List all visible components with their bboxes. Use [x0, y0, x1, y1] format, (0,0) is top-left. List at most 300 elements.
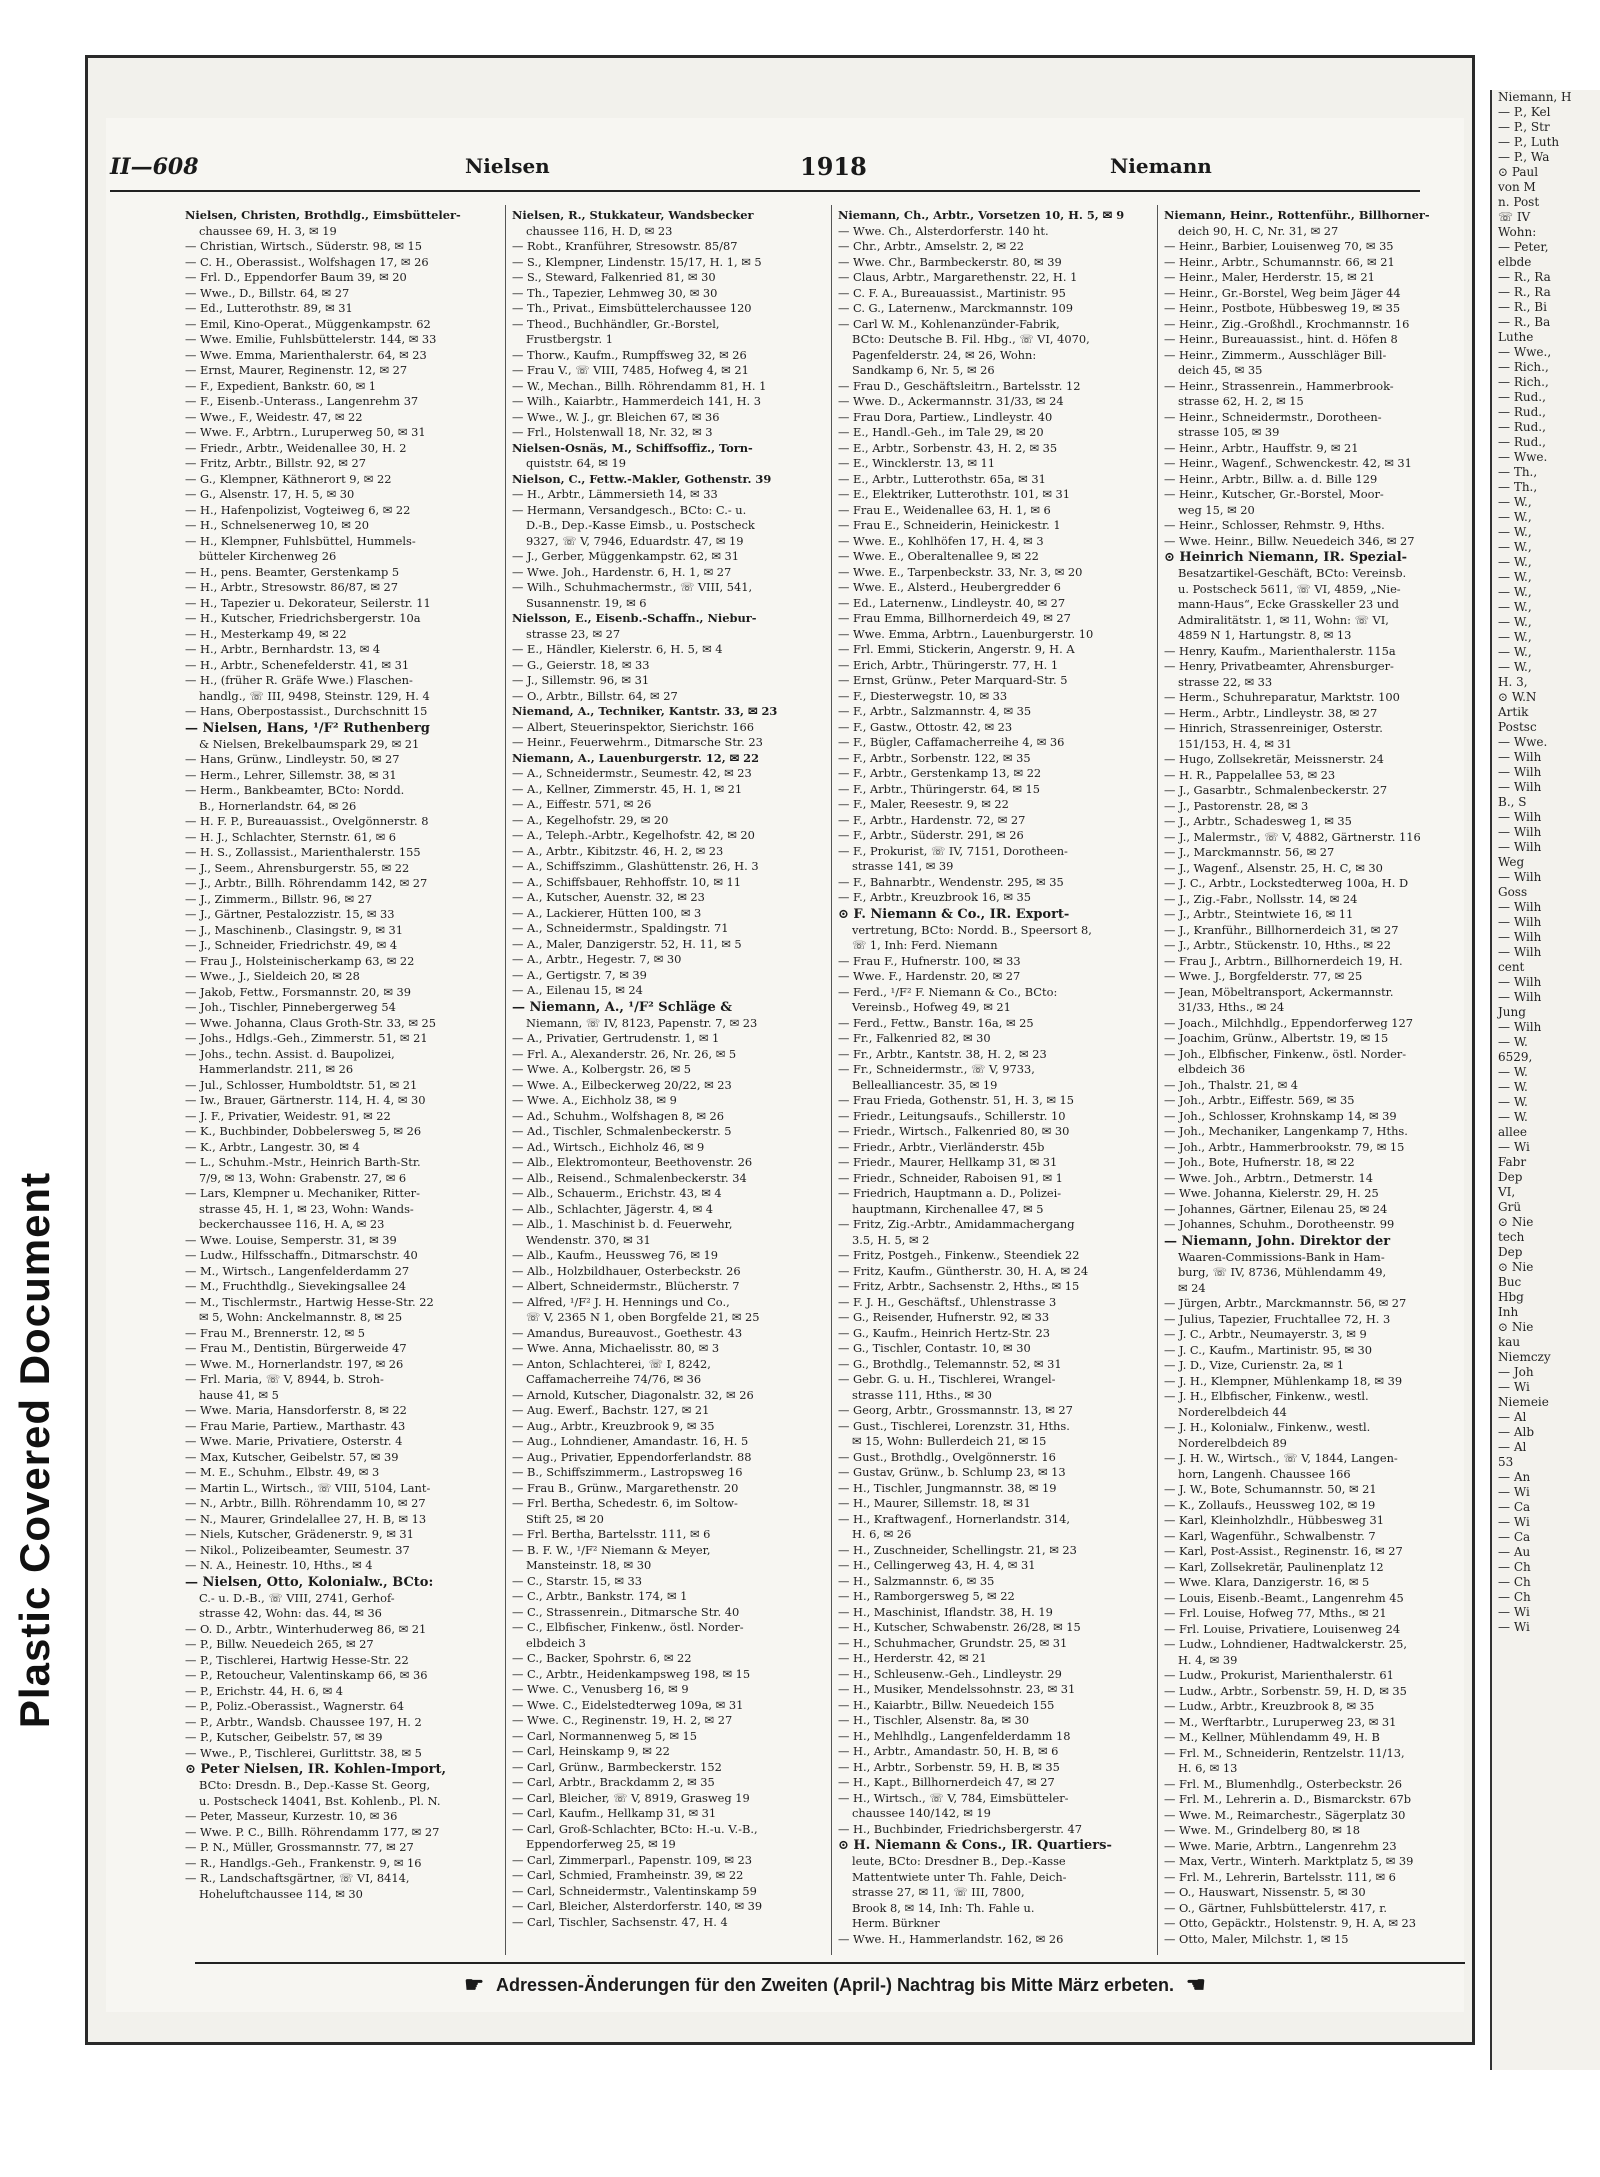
adjacent-page-entry: — R., Bi [1498, 300, 1547, 314]
directory-entry: — J., Zig.-Fabr., Nollsstr. 14, ✉ 24 [1164, 891, 1358, 906]
directory-entry: Niemann, ☏ IV, 8123, Papenstr. 7, ✉ 23 [526, 1015, 758, 1030]
directory-entry: chaussee 140/142, ✉ 19 [852, 1806, 991, 1820]
directory-entry: H. 6, ✉ 26 [852, 1527, 912, 1541]
directory-entry: — R., Landschaftsgärtner, ☏ VI, 8414, [185, 1871, 410, 1885]
directory-entry: — Wwe. Emilie, Fuhlsbüttelerstr. 144, ✉ 33 [185, 332, 437, 346]
directory-entry: — Frau Marie, Partiew., Marthastr. 43 [185, 1418, 406, 1433]
directory-entry: — Ed., Laternenw., Lindleystr. 40, ✉ 27 [838, 595, 1066, 610]
directory-entry: — Ad., Tischler, Schmalenbeckerstr. 5 [512, 1124, 732, 1138]
adjacent-page-entry: — Wwe. [1498, 450, 1548, 464]
directory-entry: — A., Teleph.-Arbtr., Kegelhofstr. 42, ✉ 20 [512, 828, 755, 842]
directory-entry: — H., Mesterkamp 49, ✉ 22 [185, 626, 347, 641]
directory-entry: — Aug., Privatier, Eppendorferlandstr. 88 [512, 1449, 752, 1464]
directory-entry: — H., Kaiarbtr., Billw. Neuedeich 155 [838, 1697, 1055, 1712]
directory-entry: — H., Tischler, Alsenstr. 8a, ✉ 30 [838, 1713, 1030, 1727]
directory-entry: — N. A., Heinestr. 10, Hths., ✉ 4 [185, 1558, 373, 1572]
adjacent-page-entry: — Ca [1498, 1530, 1531, 1544]
directory-entry: — Carl W. M., Kohlenanzünder-Fabrik, [838, 316, 1060, 331]
directory-entry: — Ernst, Maurer, Reginenstr. 12, ✉ 27 [185, 363, 408, 377]
directory-entry: — J. F., Privatier, Weidestr. 91, ✉ 22 [185, 1108, 391, 1123]
adjacent-page-entry: Hbg [1498, 1290, 1524, 1304]
adjacent-page-entry: — Rud., [1498, 420, 1546, 434]
directory-entry: — Nielsen, Otto, Kolonialw., BCto: [185, 1574, 434, 1590]
directory-entry: — Wwe., W. J., gr. Bleichen 67, ✉ 36 [512, 409, 720, 424]
directory-entry: — Wwe. Maria, Hansdorferstr. 8, ✉ 22 [185, 1403, 407, 1417]
directory-entry: Niemann, Heinr., Rottenführ., Billhorner- [1164, 208, 1430, 222]
adjacent-page-entry: — W., [1498, 570, 1532, 584]
directory-entry: — Joh., Schlosser, Krohnskamp 14, ✉ 39 [1164, 1108, 1397, 1123]
directory-entry: — Heinr., Zimmerm., Ausschläger Bill- [1164, 347, 1387, 362]
directory-entry: Hammerlandstr. 211, ✉ 26 [199, 1062, 354, 1076]
column-rule [831, 205, 832, 1955]
directory-entry: — Wwe. M., Hornerlandstr. 197, ✉ 26 [185, 1356, 404, 1371]
directory-entry: — A., Eiffestr. 571, ✉ 26 [512, 797, 652, 811]
directory-entry: — Carl, Bleicher, Alsterdorferstr. 140, ✉ 39 [512, 1899, 763, 1913]
directory-entry: — Frau Emma, Billhornerdeich 49, ✉ 27 [838, 611, 1071, 625]
adjacent-page-entry: — P., Str [1498, 120, 1550, 134]
directory-entry: — G., Alsenstr. 17, H. 5, ✉ 30 [185, 487, 355, 501]
adjacent-page-entry: ⊙ W.N [1498, 690, 1537, 704]
adjacent-page-entry: — Ca [1498, 1500, 1531, 1514]
directory-column-4 [1164, 208, 1476, 1955]
directory-entry: — Henry, Privatbeamter, Ahrensburger- [1164, 659, 1394, 673]
directory-entry: — Henry, Kaufm., Marienthalerstr. 115a [1164, 643, 1396, 658]
adjacent-page-entry: — Al [1498, 1440, 1527, 1454]
directory-entry: — H., Maschinist, Iflandstr. 38, H. 19 [838, 1604, 1053, 1619]
directory-entry: Norderelbdeich 44 [1178, 1404, 1287, 1419]
directory-entry: — Heinr., Postbote, Hübbesweg 19, ✉ 35 [1164, 301, 1401, 315]
adjacent-page-entry: — W., [1498, 525, 1532, 539]
directory-entry: — Johs., techn. Assist. d. Baupolizei, [185, 1046, 395, 1061]
directory-entry: — B. F. W., ¹/F² Niemann & Meyer, [512, 1542, 711, 1557]
directory-entry: ✉ 24 [1178, 1280, 1206, 1295]
directory-entry: — Gustav, Grünw., b. Schlump 23, ✉ 13 [838, 1465, 1066, 1479]
directory-entry: — Wwe. C., Eidelstedterweg 109a, ✉ 31 [512, 1697, 744, 1712]
adjacent-page-entry: — Wilh [1498, 900, 1542, 914]
directory-entry: — Heinr., Zig.-Großhdl., Krochmannstr. 16 [1164, 316, 1410, 331]
directory-entry: ⊙ Heinrich Niemann, IR. Spezial- [1164, 550, 1408, 565]
adjacent-page-entry: Niemczy [1498, 1350, 1551, 1364]
directory-entry: — H. J., Schlachter, Sternstr. 61, ✉ 6 [185, 829, 397, 844]
directory-entry: — H., Tischler, Jungmannstr. 38, ✉ 19 [838, 1480, 1057, 1495]
directory-entry: B., Hornerlandstr. 64, ✉ 26 [199, 798, 357, 813]
directory-entry: — K., Buchbinder, Dobbelersweg 5, ✉ 26 [185, 1124, 422, 1138]
directory-entry: — Nikol., Polizeibeamter, Seumestr. 37 [185, 1542, 410, 1557]
directory-entry: — Carl, Zimmerparl., Papenstr. 109, ✉ 23 [512, 1852, 753, 1867]
directory-entry: — Ferd., ¹/F² F. Niemann & Co., BCto: [838, 984, 1058, 999]
directory-entry: — Ludw., Hilfsschaffn., Ditmarschstr. 40 [185, 1248, 418, 1262]
directory-entry: — H., Kraftwagenf., Hornerlandstr. 314, [838, 1511, 1070, 1526]
adjacent-page-entry: Wohn: [1498, 225, 1537, 239]
directory-entry: — J., Arbtr., Steintwiete 16, ✉ 11 [1164, 907, 1354, 921]
directory-entry: — Nielsen, Hans, ¹/F² Ruthenberg [185, 720, 430, 736]
adjacent-page-entry: Buc [1498, 1275, 1522, 1289]
directory-entry: — Chr., Arbtr., Amselstr. 2, ✉ 22 [838, 239, 1024, 253]
directory-entry: — Frl. Louise, Privatiere, Louisenweg 24 [1164, 1621, 1401, 1636]
adjacent-page-entry: — Alb [1498, 1425, 1534, 1439]
adjacent-page-entry: — Wilh [1498, 825, 1542, 839]
directory-entry: — Wwe. A., Eilbeckerweg 20/22, ✉ 23 [512, 1077, 732, 1092]
directory-entry: — Joh., Arbtr., Eiffestr. 569, ✉ 35 [1164, 1093, 1355, 1107]
directory-entry: — N., Arbtr., Billh. Röhrendamm 10, ✉ 27 [185, 1496, 426, 1510]
adjacent-page-entry: — R., Ba [1498, 315, 1551, 329]
directory-entry: — H., Arbtr., Lämmersieth 14, ✉ 33 [512, 487, 718, 501]
directory-entry: — Frau J., Arbtrn., Billhornerdeich 19, H. [1164, 953, 1403, 968]
directory-entry: — F., Expedient, Bankstr. 60, ✉ 1 [185, 378, 377, 393]
directory-entry: — Frau Frieda, Gothenstr. 51, H. 3, ✉ 15 [838, 1093, 1075, 1107]
directory-entry: — Wwe. A., Kolbergstr. 26, ✉ 5 [512, 1062, 692, 1076]
adjacent-page-entry: — Al [1498, 1410, 1527, 1424]
directory-entry: H. 4, ✉ 39 [1178, 1652, 1238, 1667]
directory-entry: — K., Zollaufs., Heussweg 102, ✉ 19 [1164, 1497, 1376, 1512]
directory-entry: — Wwe. C., Venusberg 16, ✉ 9 [512, 1682, 689, 1696]
directory-entry: — J., Gärtner, Pestalozzistr. 15, ✉ 33 [185, 907, 395, 921]
directory-entry: — B., Schiffszimmerm., Lastropsweg 16 [512, 1465, 743, 1479]
directory-entry: — Frau V., ☏ VIII, 7485, Hofweg 4, ✉ 21 [512, 363, 749, 377]
adjacent-page-entry: — W., [1498, 585, 1532, 599]
directory-entry: — P., Billw. Neuedeich 265, ✉ 27 [185, 1637, 374, 1651]
directory-entry: — P., Kutscher, Geibelstr. 57, ✉ 39 [185, 1730, 383, 1744]
directory-entry: H. 6, ✉ 13 [1178, 1761, 1238, 1775]
directory-entry: hauptmann, Kirchenallee 47, ✉ 5 [852, 1201, 1044, 1216]
directory-entry: — Louis, Eisenb.-Beamt., Langenrehm 45 [1164, 1590, 1404, 1605]
directory-entry: Pagenfelderstr. 24, ✉ 26, Wohn: [852, 347, 1037, 362]
directory-entry: — J. C., Kaufm., Martinistr. 95, ✉ 30 [1164, 1342, 1372, 1357]
directory-entry: — Emil, Kino-Operat., Müggenkampstr. 62 [185, 316, 431, 331]
directory-entry: — P., Erichstr. 44, H. 6, ✉ 4 [185, 1683, 344, 1698]
adjacent-page-entry: — R., Ra [1498, 285, 1551, 299]
directory-entry: — J. W., Bote, Schumannstr. 50, ✉ 21 [1164, 1482, 1377, 1496]
directory-entry: — Carl, Kaufm., Hellkamp 31, ✉ 31 [512, 1806, 717, 1820]
directory-entry: — A., Maler, Danzigerstr. 52, H. 11, ✉ 5 [512, 936, 742, 951]
directory-entry: Brook 8, ✉ 14, Inh: Th. Fahle u. [852, 1900, 1035, 1915]
directory-entry: — Ludw., Arbtr., Kreuzbrook 8, ✉ 35 [1164, 1699, 1375, 1713]
directory-entry: — Fr., Schneidermstr., ☏ V, 9733, [838, 1062, 1035, 1076]
directory-entry: — H., Kutscher, Friedrichsbergerstr. 10a [185, 611, 421, 625]
directory-entry: — J. D., Vize, Curienstr. 2a, ✉ 1 [1164, 1358, 1344, 1372]
directory-entry: — Karl, Kleinholzhdlr., Hübbesweg 31 [1164, 1513, 1385, 1527]
directory-entry: bütteler Kirchenweg 26 [199, 549, 337, 563]
directory-entry: — Ferd., Fettw., Banstr. 16a, ✉ 25 [838, 1015, 1034, 1030]
adjacent-page-entry: Goss [1498, 885, 1528, 899]
directory-entry: ✉ 5, Wohn: Anckelmannstr. 8, ✉ 25 [199, 1310, 403, 1324]
directory-entry: — Friedr., Leitungsaufs., Schillerstr. 10 [838, 1108, 1066, 1123]
directory-entry: — C. F. A., Bureauassist., Martinistr. 95 [838, 285, 1066, 300]
directory-entry: — Wwe. Klara, Danzigerstr. 16, ✉ 5 [1164, 1575, 1370, 1589]
adjacent-page-entry: — Wi [1498, 1515, 1530, 1529]
directory-entry: — Ludw., Prokurist, Marienthalerstr. 61 [1164, 1668, 1394, 1682]
directory-entry: Niemann, A., Lauenburgerstr. 12, ✉ 22 [512, 750, 760, 765]
page-header [110, 150, 1420, 192]
adjacent-page-entry: — W. [1498, 1095, 1528, 1109]
adjacent-page-entry: VI, [1498, 1185, 1516, 1199]
adjacent-page-entry: Luthe [1498, 330, 1534, 344]
directory-entry: — F., Maler, Reesestr. 9, ✉ 22 [838, 797, 1009, 811]
directory-entry: — A., Kutscher, Auenstr. 32, ✉ 23 [512, 890, 705, 904]
side-label [0, 1000, 70, 1900]
directory-entry: — S., Steward, Falkenried 81, ✉ 30 [512, 270, 716, 284]
directory-entry: — Ed., Lutterothstr. 89, ✉ 31 [185, 301, 353, 315]
adjacent-page-entry: — Rud., [1498, 390, 1546, 404]
directory-entry: — Joh., Thalstr. 21, ✉ 4 [1164, 1077, 1299, 1092]
directory-entry: — Herm., Arbtr., Lindleystr. 38, ✉ 27 [1164, 705, 1378, 720]
directory-entry: — Joach., Milchhdlg., Eppendorferweg 127 [1164, 1015, 1414, 1030]
directory-entry: — Amandus, Bureauvost., Goethestr. 43 [512, 1325, 743, 1340]
directory-entry: — Gust., Brothdlg., Ovelgönnerstr. 16 [838, 1449, 1056, 1464]
directory-entry: — Joh., Bote, Hufnerstr. 18, ✉ 22 [1164, 1155, 1355, 1169]
directory-entry: Vereinsb., Hofweg 49, ✉ 21 [852, 1000, 1011, 1014]
directory-entry: — G., Geierstr. 18, ✉ 33 [512, 657, 650, 672]
directory-entry: — H., Wirtsch., ☏ V, 784, Eimsbütteler- [838, 1790, 1069, 1805]
adjacent-page-entry: — Rich., [1498, 360, 1549, 374]
directory-entry: — Heinr., Schlosser, Rehmstr. 9, Hths. [1164, 518, 1385, 532]
directory-entry: — G., Tischler, Contastr. 10, ✉ 30 [838, 1341, 1031, 1355]
directory-entry: — Wwe., F., Weidestr. 47, ✉ 22 [185, 409, 363, 424]
adjacent-page-entry: — P., Luth [1498, 135, 1560, 149]
directory-entry: — F. J. H., Geschäftsf., Uhlenstrasse 3 [838, 1294, 1057, 1309]
directory-entry: — Wwe. E., Kohlhöfen 17, H. 4, ✉ 3 [838, 533, 1044, 548]
directory-entry: — E., Händler, Kielerstr. 6, H. 5, ✉ 4 [512, 642, 723, 656]
directory-entry: Mansteinstr. 18, ✉ 30 [526, 1558, 652, 1572]
directory-entry: — H. S., Zollassist., Marienthalerstr. 155 [185, 845, 421, 859]
directory-entry: — A., Kellner, Zimmerstr. 45, H. 1, ✉ 21 [512, 781, 743, 796]
adjacent-page-entry: — Wwe. [1498, 735, 1548, 749]
directory-entry: — Frau E., Schneiderin, Heinickestr. 1 [838, 518, 1061, 532]
directory-entry: — A., Eilenau 15, ✉ 24 [512, 983, 643, 997]
directory-entry: — K., Arbtr., Langestr. 30, ✉ 4 [185, 1139, 360, 1154]
directory-entry: — H., Hafenpolizist, Vogteiweg 6, ✉ 22 [185, 502, 411, 517]
directory-entry: — F., Arbtr., Kreuzbrook 16, ✉ 35 [838, 890, 1031, 904]
directory-entry: — C. G., Laternenw., Marckmannstr. 109 [838, 301, 1073, 315]
directory-entry: — J., Seem., Ahrensburgerstr. 55, ✉ 22 [185, 860, 410, 875]
directory-entry: horn, Langenh. Chaussee 166 [1178, 1466, 1351, 1481]
directory-entry: — Lars, Klempner u. Mechaniker, Ritter- [185, 1186, 420, 1200]
directory-entry: — H., Cellingerweg 43, H. 4, ✉ 31 [838, 1558, 1036, 1572]
directory-entry: Nielsen, R., Stukkateur, Wandsbecker [512, 208, 754, 222]
directory-entry: — C., Starstr. 15, ✉ 33 [512, 1573, 643, 1588]
directory-entry: — Wwe. E., Alsterd., Heubergredder 6 [838, 580, 1061, 594]
adjacent-page-entry: ⊙ Nie [1498, 1215, 1534, 1229]
directory-entry: Hoheluftchaussee 114, ✉ 30 [199, 1886, 363, 1901]
directory-entry: — J., Kranführ., Billhornerdeich 31, ✉ 27 [1164, 922, 1399, 937]
adjacent-page-entry: — An [1498, 1470, 1531, 1484]
directory-entry: — Friedr., Schneider, Raboisen 91, ✉ 1 [838, 1170, 1063, 1185]
adjacent-page-entry: Dep [1498, 1245, 1523, 1259]
directory-entry: — Albert, Schneidermstr., Blücherstr. 7 [512, 1279, 740, 1293]
adjacent-page-entry: Dep [1498, 1170, 1523, 1184]
directory-entry: 31/33, Hths., ✉ 24 [1178, 1000, 1285, 1014]
directory-entry: — Thorw., Kaufm., Rumpffsweg 32, ✉ 26 [512, 347, 747, 362]
adjacent-page-entry: — Ch [1498, 1575, 1531, 1589]
directory-entry: — Wwe. C., Reginenstr. 19, H. 2, ✉ 27 [512, 1713, 733, 1727]
directory-entry: — A., Schiffsbauer, Rehhoffstr. 10, ✉ 11 [512, 874, 741, 889]
directory-entry: — Theod., Buchhändler, Gr.-Borstel, [512, 316, 720, 331]
directory-entry: — H., Schleusenw.-Geh., Lindleystr. 29 [838, 1666, 1062, 1681]
column-rule [1157, 205, 1158, 1955]
directory-entry: — Wwe. Ch., Alsterdorferstr. 140 ht. [838, 223, 1049, 238]
directory-entry: & Nielsen, Brekelbaumspark 29, ✉ 21 [199, 736, 420, 751]
directory-entry: — Frl. M., Blumenhdlg., Osterbeckstr. 26 [1164, 1776, 1403, 1791]
directory-entry: — Julius, Tapezier, Fruchtallee 72, H. 3 [1164, 1311, 1391, 1326]
directory-entry: — Gust., Tischlerei, Lorenzstr. 31, Hths. [838, 1418, 1070, 1433]
directory-entry: leute, BCto: Dresdner B., Dep.-Kasse [852, 1854, 1066, 1868]
directory-entry: — F., Arbtr., Thüringerstr. 64, ✉ 15 [838, 781, 1041, 796]
directory-entry: — Heinr., Kutscher, Gr.-Borstel, Moor- [1164, 487, 1384, 501]
directory-entry: — Fr., Falkenried 82, ✉ 30 [838, 1031, 991, 1045]
directory-entry: — Albert, Steuerinspektor, Sierichstr. 166 [512, 719, 755, 734]
directory-entry: — Heinr., Barbier, Louisenweg 70, ✉ 35 [1164, 239, 1394, 253]
directory-entry: — Frl. Bertha, Schedestr. 6, im Soltow- [512, 1496, 738, 1510]
directory-entry: — Frl. Louise, Hofweg 77, Mths., ✉ 21 [1164, 1606, 1387, 1620]
directory-entry: — Carl, Arbtr., Brackdamm 2, ✉ 35 [512, 1775, 715, 1789]
directory-column-3 [838, 208, 1153, 1955]
directory-entry: — Frau D., Geschäftsleitrn., Bartelsstr. 12 [838, 378, 1081, 393]
directory-entry: strasse 62, H. 2, ✉ 15 [1178, 394, 1304, 408]
directory-entry: — Martin L., Wirtsch., ☏ VIII, 5104, Lant- [185, 1480, 431, 1495]
directory-entry: — Fritz, Postgeh., Finkenw., Steendiek 22 [838, 1248, 1080, 1262]
adjacent-page-entry: — W. [1498, 1035, 1528, 1049]
directory-entry: strasse 141, ✉ 39 [852, 859, 954, 873]
directory-entry: — Wwe. F., Arbtrn., Luruperweg 50, ✉ 31 [185, 425, 426, 439]
adjacent-page-entry: — P., Kel [1498, 105, 1551, 119]
directory-entry: — Arnold, Kutscher, Diagonalstr. 32, ✉ 26 [512, 1387, 754, 1402]
adjacent-page-entry: — Ch [1498, 1590, 1531, 1604]
directory-entry: — Hugo, Zollsekretär, Meissnerstr. 24 [1164, 752, 1384, 766]
pointing-hand-icon: ☚ [1186, 1972, 1206, 1997]
directory-entry: — H., Mehlhdlg., Langenfelderdamm 18 [838, 1728, 1071, 1743]
directory-entry: — Frl., Holstenwall 18, Nr. 32, ✉ 3 [512, 425, 713, 439]
directory-entry: — O., Arbtr., Billstr. 64, ✉ 27 [512, 688, 678, 703]
directory-entry: — Herm., Bankbeamter, BCto: Nordd. [185, 783, 405, 797]
directory-entry: — J., Arbtr., Schadesweg 1, ✉ 35 [1164, 814, 1352, 828]
directory-entry: — O. D., Arbtr., Winterhuderweg 86, ✉ 21 [185, 1621, 427, 1636]
directory-entry: — Frau E., Weidenallee 63, H. 1, ✉ 6 [838, 502, 1051, 517]
directory-entry: — M. E., Schuhm., Elbstr. 49, ✉ 3 [185, 1465, 380, 1479]
directory-entry: — J., Schneider, Friedrichstr. 49, ✉ 4 [185, 938, 398, 952]
directory-entry: D.-B., Dep.-Kasse Eimsb., u. Postscheck [526, 518, 755, 532]
adjacent-page-entry: ☏ IV [1498, 210, 1531, 224]
directory-entry: 9327, ☏ V, 7946, Eduardstr. 47, ✉ 19 [526, 533, 744, 548]
directory-entry: — Frl. Maria, ☏ V, 8944, b. Stroh- [185, 1372, 384, 1386]
adjacent-page-entry: — W., [1498, 660, 1532, 674]
directory-entry: — Ernst, Grünw., Peter Marquard-Str. 5 [838, 673, 1068, 687]
directory-entry: — H., Arbtr., Sorbenstr. 59, H. B, ✉ 35 [838, 1759, 1060, 1774]
directory-entry: Bellealliancestr. 35, ✉ 19 [852, 1077, 998, 1092]
directory-entry: — C. H., Oberassist., Wolfshagen 17, ✉ 26 [185, 254, 429, 269]
directory-entry: elbdeich 36 [1178, 1062, 1246, 1076]
header-year: 1918 [800, 152, 867, 181]
directory-entry: — H., Ramborgersweg 5, ✉ 22 [838, 1589, 1015, 1603]
directory-entry: — J. C., Arbtr., Lockstedterweg 100a, H. D [1164, 876, 1409, 890]
directory-entry: 151/153, H. 4, ✉ 31 [1178, 736, 1292, 751]
adjacent-page-entry: — W., [1498, 615, 1532, 629]
directory-entry: — Carl, Grünw., Barmbeckerstr. 152 [512, 1759, 722, 1774]
adjacent-page-entry: — Wilh [1498, 810, 1542, 824]
directory-entry: — Karl, Zollsekretär, Paulinenplatz 12 [1164, 1559, 1384, 1574]
directory-entry: u. Postscheck 5611, ☏ VI, 4859, „Nie- [1178, 581, 1401, 596]
directory-entry: Eppendorferweg 25, ✉ 19 [526, 1837, 676, 1851]
adjacent-page-entry: — Wilh [1498, 975, 1542, 989]
adjacent-page-entry: ⊙ Nie [1498, 1260, 1534, 1274]
directory-entry: — Frl. A., Alexanderstr. 26, Nr. 26, ✉ 5 [512, 1046, 737, 1061]
directory-entry: — Wwe. A., Eichholz 38, ✉ 9 [512, 1093, 677, 1107]
directory-entry: — H. R., Pappelallee 53, ✉ 23 [1164, 767, 1336, 782]
directory-entry: — Heinr., Bureauassist., hint. d. Höfen 8 [1164, 332, 1398, 346]
directory-entry: — Jürgen, Arbtr., Marckmannstr. 56, ✉ 27 [1164, 1296, 1407, 1310]
directory-entry: — Ad., Wirtsch., Eichholz 46, ✉ 9 [512, 1139, 705, 1154]
directory-entry: — Heinr., Arbtr., Hauffstr. 9, ✉ 21 [1164, 440, 1359, 455]
directory-entry: ⊙ H. Niemann & Cons., IR. Quartiers- [838, 1838, 1112, 1853]
directory-entry: — Heinr., Maler, Herderstr. 15, ✉ 21 [1164, 270, 1375, 284]
directory-entry: — F., Arbtr., Sorbenstr. 122, ✉ 35 [838, 750, 1031, 765]
directory-entry: — H., (früher R. Gräfe Wwe.) Flaschen- [185, 673, 413, 687]
directory-entry: — Carl, Schneidermstr., Valentinskamp 59 [512, 1883, 757, 1898]
adjacent-page-entry: — Wilh [1498, 750, 1542, 764]
directory-entry: 7/9, ✉ 13, Wohn: Grabenstr. 27, ✉ 6 [199, 1170, 407, 1185]
directory-entry: — Alb., Schlachter, Jägerstr. 4, ✉ 4 [512, 1201, 714, 1216]
directory-entry: Waaren-Commissions-Bank in Ham- [1178, 1249, 1385, 1264]
directory-entry: — P., Arbtr., Wandsb. Chaussee 197, H. 2 [185, 1714, 422, 1729]
directory-entry: — A., Kegelhofstr. 29, ✉ 20 [512, 812, 669, 827]
directory-entry: strasse 27, ✉ 11, ☏ III, 7800, [852, 1885, 1025, 1899]
directory-entry: — Aug., Lohndiener, Amandastr. 16, H. 5 [512, 1434, 749, 1448]
adjacent-page-entry: Inh [1498, 1305, 1519, 1319]
directory-entry: — H., Schuhmacher, Grundstr. 25, ✉ 31 [838, 1635, 1068, 1650]
directory-entry: — R., Handlgs.-Geh., Frankenstr. 9, ✉ 16 [185, 1855, 422, 1870]
directory-entry: — J. H., Klempner, Mühlenkamp 18, ✉ 39 [1164, 1373, 1403, 1388]
directory-entry: — Fritz, Arbtr., Sachsenstr. 2, Hths., ✉ 15 [838, 1279, 1080, 1293]
directory-entry: — Wwe. Johanna, Kielerstr. 29, H. 25 [1164, 1186, 1379, 1200]
directory-entry: — E., Arbtr., Sorbenstr. 43, H. 2, ✉ 35 [838, 440, 1058, 455]
adjacent-page-entry: — Wi [1498, 1605, 1530, 1619]
directory-entry: — Herm., Schuhreparatur, Marktstr. 100 [1164, 690, 1400, 704]
directory-entry: Stift 25, ✉ 20 [526, 1511, 604, 1526]
directory-entry: — F., Prokurist, ☏ IV, 7151, Dorotheen- [838, 843, 1068, 858]
directory-entry: — E., Arbtr., Lutterothstr. 65a, ✉ 31 [838, 471, 1046, 486]
directory-entry: — A., Schneidermstr., Spaldingstr. 71 [512, 921, 729, 935]
adjacent-page-entry: — Wilh [1498, 765, 1542, 779]
footer-notice: Adressen-Änderungen für den Zweiten (April-) Nachtrag bis Mitte März erbeten. [495, 1974, 1175, 1995]
directory-entry: — Wwe. M., Reimarchestr., Sägerplatz 30 [1164, 1807, 1406, 1822]
directory-entry: — H., Arbtr., Stresowstr. 86/87, ✉ 27 [185, 580, 399, 594]
adjacent-page-entry: Weg [1498, 855, 1525, 869]
directory-entry: — H., Arbtr., Schenefelderstr. 41, ✉ 31 [185, 657, 410, 672]
directory-entry: — Wwe. Heinr., Billw. Neuedeich 346, ✉ 27 [1164, 533, 1415, 548]
directory-entry: — Hinrich, Strassenreiniger, Osterstr. [1164, 721, 1383, 735]
directory-entry: — Max, Vertr., Winterh. Marktplatz 5, ✉ 39 [1164, 1854, 1414, 1868]
directory-entry: — Heinr., Schneidermstr., Dorotheen- [1164, 409, 1382, 424]
directory-entry: — F., Arbtr., Salzmannstr. 4, ✉ 35 [838, 704, 1032, 718]
directory-entry: — J., Gasarbtr., Schmalenbeckerstr. 27 [1164, 783, 1388, 797]
directory-entry: — Frau F., Hufnerstr. 100, ✉ 33 [838, 953, 1021, 968]
adjacent-page-entry: Artik [1498, 705, 1529, 719]
adjacent-page-entry: cent [1498, 960, 1525, 974]
directory-entry: — Heinr., Arbtr., Schumannstr. 66, ✉ 21 [1164, 254, 1395, 269]
adjacent-page-entry: B., S [1498, 795, 1527, 809]
directory-entry: — Heinr., Strassenrein., Hammerbrook- [1164, 378, 1394, 393]
directory-entry: — Joh., Arbtr., Hammerbrookstr. 79, ✉ 15 [1164, 1139, 1405, 1154]
directory-entry: — H., Kutscher, Schwabenstr. 26/28, ✉ 15 [838, 1620, 1081, 1634]
directory-entry: — F., Arbtr., Hardenstr. 72, ✉ 27 [838, 812, 1026, 827]
directory-entry: — J., Marckmannstr. 56, ✉ 27 [1164, 845, 1335, 859]
directory-entry: — Claus, Arbtr., Margarethenstr. 22, H. 1 [838, 270, 1078, 284]
directory-entry: burg, ☏ IV, 8736, Mühlendamm 49, [1178, 1265, 1387, 1279]
directory-entry: ☏ 1, Inh: Ferd. Niemann [852, 938, 998, 952]
adjacent-page-entry: allee [1498, 1125, 1528, 1139]
directory-entry: — H., Kapt., Billhornerdeich 47, ✉ 27 [838, 1775, 1055, 1789]
directory-entry: 3.5, H. 5, ✉ 2 [852, 1232, 930, 1247]
directory-entry: — Alb., Kaufm., Heussweg 76, ✉ 19 [512, 1248, 719, 1262]
